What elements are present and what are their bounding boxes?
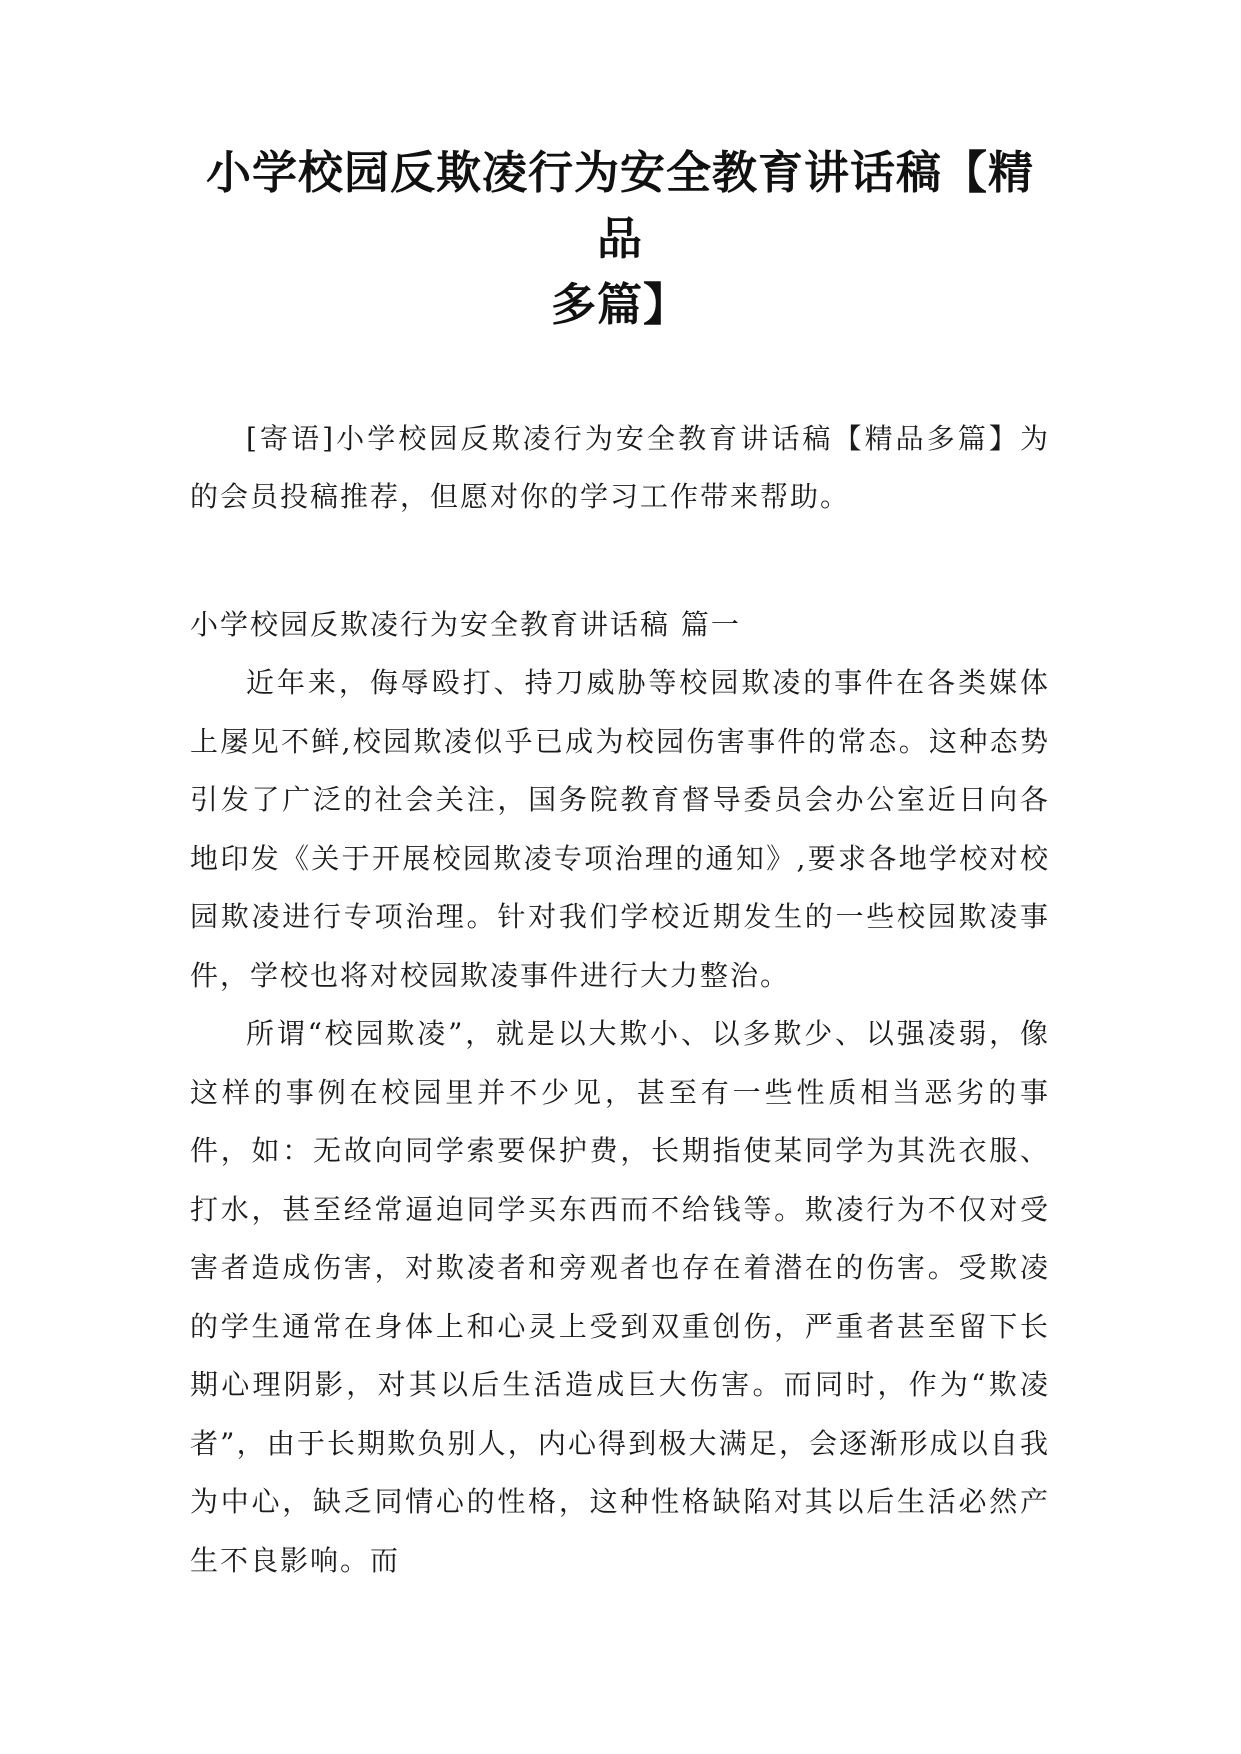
document-title — [190, 140, 1050, 338]
title-line-1: 小学校园反欺凌行为安全教育讲话稿【精品 — [205, 146, 1034, 265]
body-paragraph-1: 近年来，侮辱殴打、持刀威胁等校园欺凌的事件在各类媒体上屡见不鲜,校园欺凌似乎已成为校园伤害事件的常态。这种态势引发了广泛的社会关注，国务院教育督导委员会办公室近日向各地印发《关于开展校园欺凌专项治理的通知》,要求各地学校对校园欺凌进行专项治理。针对我们学校近期发生的一些校园欺凌事件，学校也将对校园欺凌事件进行大力整治。 — [190, 666, 1050, 992]
title-line-2: 多篇】 — [550, 278, 689, 331]
section-heading: 小学校园反欺凌行为安全教育讲话稿 篇一 — [190, 608, 741, 641]
document-page — [190, 140, 1050, 1590]
preface-paragraph: [寄语]小学校园反欺凌行为安全教育讲话稿【精品多篇】为的会员投稿推荐，但愿对你的学习工作带来帮助。 — [190, 422, 1050, 513]
body-paragraph-2: 所谓“校园欺凌”，就是以大欺小、以多欺少、以强凌弱，像这样的事例在校园里并不少见，甚至有一些性质相当恶劣的事件，如：无故向同学索要保护费，长期指使某同学为其洗衣服、打水，甚至经常逼迫同学买东西而不给钱等。欺凌行为不仅对受害者造成伤害，对欺凌者和旁观者也存在着潜在的伤害。受欺凌的学生通常在身体上和心灵上受到双重创伤，严重者甚至留下长期心理阴影，对其以后生活造成巨大伤害。而同时，作为“欺凌者”，由于长期欺负别人，内心得到极大满足，会逐渐形成以自我为中心，缺乏同情心的性格，这种性格缺陷对其以后生活必然产生不良影响。而 — [190, 1017, 1050, 1577]
